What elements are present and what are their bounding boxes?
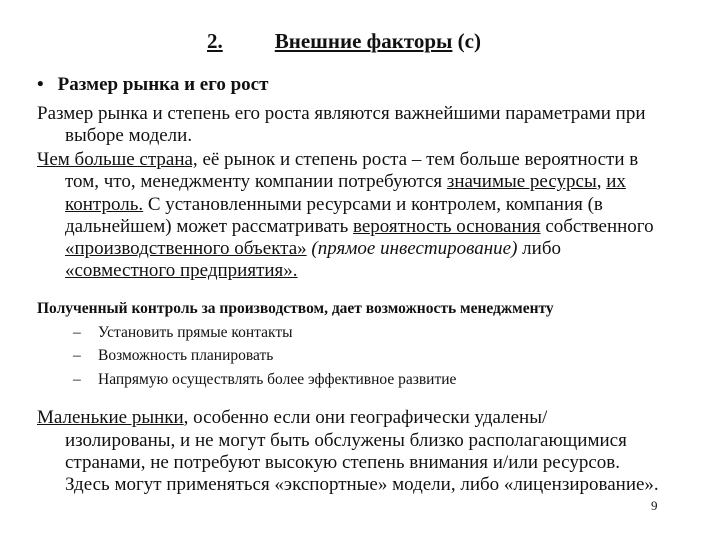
- list-item: [73, 372, 456, 388]
- heading-text: Размер рынка и его рост: [57, 74, 269, 95]
- list-item-text: Возможность планировать: [98, 347, 274, 364]
- title-text: Внешние факторы: [274, 29, 453, 53]
- list-item: [73, 325, 293, 341]
- dash-icon: –: [73, 371, 81, 388]
- text-line: [65, 172, 626, 191]
- underlined-text: «совместного предприятия».: [65, 260, 298, 281]
- list-item-text: Установить прямые контакты: [98, 324, 293, 341]
- text-line: [65, 195, 603, 214]
- text-segment: либо: [517, 238, 561, 259]
- page-number: 9: [651, 498, 658, 513]
- underlined-text: их: [606, 171, 626, 192]
- text-segment: собственного: [540, 216, 654, 237]
- text-segment: Размер рынка и степень его роста являются важнейшими параметрами при: [37, 103, 646, 124]
- text-line: [65, 261, 298, 280]
- text-segment: выборе модели.: [65, 125, 193, 146]
- list-item-text: Напрямую осуществлять более эффективное развитие: [98, 371, 457, 388]
- text-line: [65, 475, 659, 494]
- underlined-text: вероятность основания: [352, 216, 541, 237]
- text-line: [65, 126, 192, 145]
- text-segment: изолированы, и не могут быть обслужены близко располагающимися: [65, 430, 627, 451]
- text-segment: дальнейшем) может рассматривать: [65, 216, 353, 237]
- title-number: 2.: [207, 29, 223, 53]
- text-segment: том, что, менеджменту компании потребуются: [65, 171, 447, 192]
- underlined-text: Маленькие рынки: [37, 407, 184, 428]
- list-item: [73, 348, 273, 364]
- title-suffix: (c): [452, 29, 481, 53]
- control-heading: Полученный контроль за производством, дает возможность менеджменту: [37, 300, 554, 317]
- text-line: [37, 408, 547, 427]
- text-line: [65, 453, 620, 472]
- italic-text: (прямое инвестирование): [311, 238, 518, 259]
- text-segment: странами, не потребуют высокую степень внимания и/или ресурсов.: [65, 452, 621, 473]
- underlined-text: значимые ресурсы: [446, 171, 597, 192]
- underlined-text: «производственного объекта»: [65, 238, 307, 259]
- text-line: [65, 217, 654, 236]
- underlined-text: Чем больше страна,: [37, 149, 198, 170]
- dash-icon: –: [73, 324, 81, 341]
- slide-title: [207, 31, 481, 52]
- text-line: [37, 150, 638, 169]
- text-line: [65, 239, 561, 258]
- text-line: [37, 104, 646, 123]
- text-segment: , особенно если они географически удалены/: [183, 407, 548, 428]
- text-segment: Здесь могут применяться «экспортные» модели, либо «лицензирование».: [65, 474, 659, 495]
- bullet-icon: •: [37, 74, 44, 95]
- text-segment: С установленными ресурсами и контролем, компания (в: [143, 194, 603, 215]
- text-line: [65, 431, 627, 450]
- dash-icon: –: [73, 347, 81, 364]
- section-heading: [37, 75, 268, 94]
- text-segment: её рынок и степень роста – тем больше вероятности в: [197, 149, 639, 170]
- text-segment: ,: [596, 171, 607, 192]
- underlined-text: контроль.: [65, 194, 144, 215]
